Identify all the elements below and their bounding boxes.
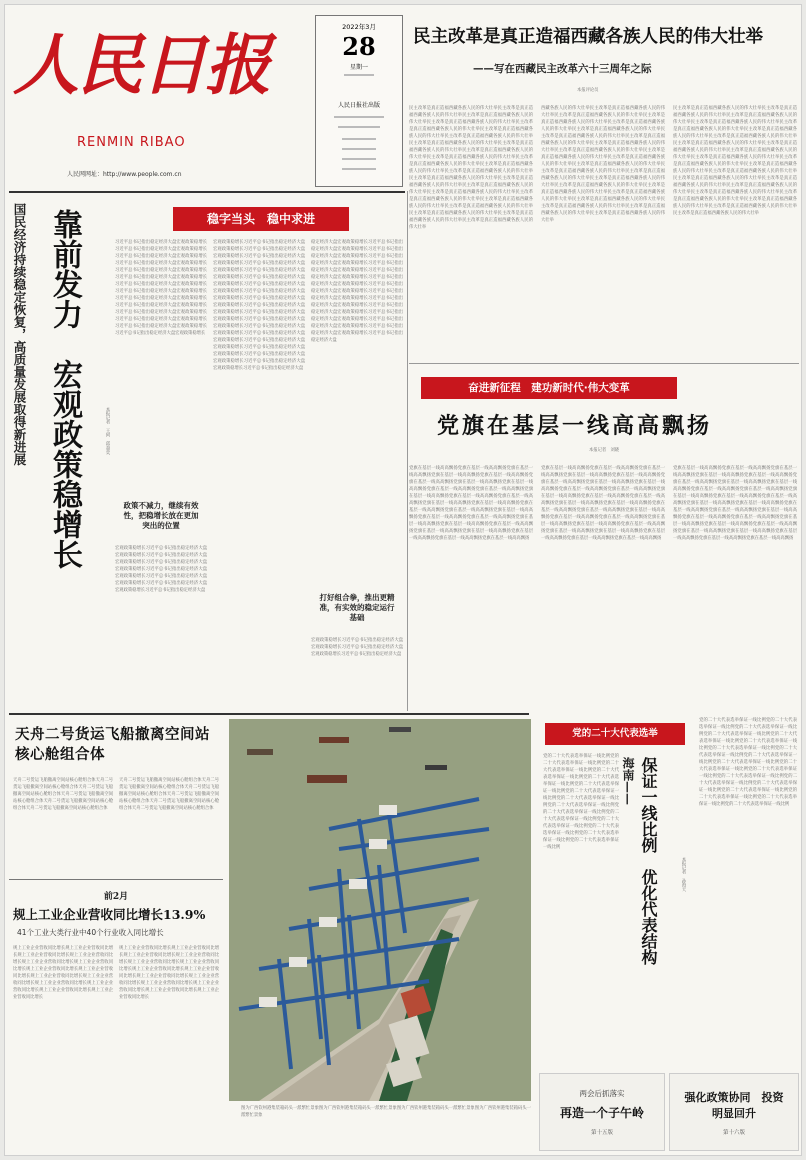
economy-banner: 稳字当头 稳中求进 bbox=[173, 207, 349, 231]
tianzhou-story bbox=[9, 721, 223, 877]
economy-col-3b: 宏观政策稳增长习近平总书记指出稳定经济大盘宏观政策稳增长习近平总书记指出稳定经济大盘宏观政策稳增长习近平总书记指出稳定经济大盘 bbox=[311, 638, 403, 657]
date-box bbox=[315, 15, 403, 187]
bottom-box-1-title: 再造一个子午岭 bbox=[559, 1106, 644, 1120]
bottom-box-1 bbox=[539, 1073, 665, 1151]
date-lunar-line bbox=[344, 74, 374, 76]
date-line-5 bbox=[342, 158, 376, 160]
economy-main-headline: 靠前发力 宏观政策稳增长 bbox=[47, 209, 82, 569]
party-flag-col-2: 党旗在基层一线高高飘扬党旗在基层一线高高飘扬党旗在基层一线高高飘扬党旗在基层一线高高飘扬党旗在基层一线高高飘扬党旗在基层一线高高飘扬党旗在基层一线高高飘扬党旗在基层一线高高飘扬党旗在基层一线高高飘扬党旗在基层一线高高飘扬党旗在基层一线高高飘扬党旗在基层一线高高飘扬党旗在基层一线高高飘扬党旗在基层一线高高飘扬党旗在基层一线高高飘扬党旗在基层一线高高飘扬党旗在基层一线高高飘扬党旗在基层一线高高飘扬党旗在基层一线高高飘扬党旗在基层一线高高飘扬党旗在基层一线高高飘扬党旗在基层一线高高飘扬党旗在基层一线高高飘扬党旗在基层一线高高飘扬党旗在基层一线高高飘扬党旗在基层一线高高飘扬党旗在基层一线高高飘扬党旗在基层一线高高飘扬 bbox=[541, 466, 665, 541]
date-line-1 bbox=[334, 116, 384, 118]
industry-kicker: 前2月 bbox=[103, 892, 129, 902]
economy-story bbox=[9, 197, 405, 709]
port-crane-illustration bbox=[229, 719, 531, 1101]
newspaper-page bbox=[4, 4, 802, 1156]
tianzhou-col-1: 天舟二号货运飞船撤离空间站核心舱组合体天舟二号货运飞船撤离空间站核心舱组合体天舟二号货运飞船撤离空间站核心舱组合体天舟二号货运飞船撤离空间站核心舱组合体天舟二号货运飞船撤离空间站核心舱组合体天舟二号货运飞船撤离空间站核心舱组合体 bbox=[13, 778, 113, 811]
top-story-subtitle: ——写在西藏民主改革六十三周年之际 bbox=[473, 63, 652, 75]
top-story-byline: 本报评论员 bbox=[577, 88, 599, 93]
congress-region: 海南—— bbox=[621, 757, 635, 805]
industry-headline: 规上工业企业营收同比增长13.9% bbox=[13, 907, 206, 922]
economy-col-2: 宏观政策稳增长习近平总书记指出稳定经济大盘宏观政策稳增长习近平总书记指出稳定经济大盘宏观政策稳增长习近平总书记指出稳定经济大盘宏观政策稳增长习近平总书记指出稳定经济大盘宏观政策稳增长习近平总书记指出稳定经济大盘宏观政策稳增长习近平总书记指出稳定经济大盘宏观政策稳增长习近平总书记指出稳定经济大盘宏观政策稳增长习近平总书记指出稳定经济大盘宏观政策稳增长习近平总书记指出稳定经济大盘宏观政策稳增长习近平总书记指出稳定经济大盘宏观政策稳增长习近平总书记指出稳定经济大盘宏观政策稳增长习近平总书记指出稳定经济大盘宏观政策稳增长习近平总书记指出稳定经济大盘宏观政策稳增长习近平总书记指出稳定经济大盘宏观政策稳增长习近平总书记指出稳定经济大盘宏观政策稳增长习近平总书记指出稳定经济大盘宏观政策稳增长习近平总书记指出稳定经济大盘宏观政策稳增长习近平总书记指出稳定经济大盘宏观政策稳增长习近平总书记指出稳定经济大盘 bbox=[213, 240, 305, 371]
economy-byline: 本报记者 王珂 邱超奕 bbox=[105, 407, 110, 455]
bottom-box-2-page: 第十六版 bbox=[722, 1130, 745, 1136]
date-line-3 bbox=[342, 138, 376, 140]
party-flag-byline: 本报记者 刘晓 bbox=[589, 448, 620, 453]
top-story-col-3: 民主改革是真正造福西藏各族人民的伟大壮举民主改革是真正造福西藏各族人民的伟大壮举民主改革是真正造福西藏各族人民的伟大壮举民主改革是真正造福西藏各族人民的伟大壮举民主改革是真正造福西藏各族人民的伟大壮举民主改革是真正造福西藏各族人民的伟大壮举民主改革是真正造福西藏各族人民的伟大壮举民主改革是真正造福西藏各族人民的伟大壮举民主改革是真正造福西藏各族人民的伟大壮举民主改革是真正造福西藏各族人民的伟大壮举民主改革是真正造福西藏各族人民的伟大壮举民主改革是真正造福西藏各族人民的伟大壮举民主改革是真正造福西藏各族人民的伟大壮举民主改革是真正造福西藏各族人民的伟大壮举民主改革是真正造福西藏各族人民的伟大壮举民主改革是真正造福西藏各族人民的伟大壮举民主改革是真正造福西藏各族人民的伟大壮举民主改革是真正造福西藏各族人民的伟大壮举民主改革是真正造福西藏各族人民的伟大壮举民主改革是真正造福西藏各族人民的伟大壮举民主改革是真正造福西藏各族人民的伟大壮举民主改革是真正造福西藏各族人民的伟大壮举 bbox=[673, 106, 797, 216]
date-line-2 bbox=[338, 126, 380, 128]
top-story-title: 民主改革是真正造福西藏各族人民的伟大壮举 bbox=[413, 27, 763, 47]
congress-col-2: 党的二十大代表选举保证一线比例党的二十大代表选举保证一线比例党的二十大代表选举保证一线比例党的二十大代表选举保证一线比例党的二十大代表选举保证一线比例党的二十大代表选举保证一线比例党的二十大代表选举保证一线比例党的二十大代表选举保证一线比例党的二十大代表选举保证一线比例党的二十大代表选举保证一线比例党的二十大代表选举保证一线比例党的二十大代表选举保证一线比例党的二十大代表选举保证一线比例党的二十大代表选举保证一线比例党的二十大代表选举保证一线比例党的二十大代表选举保证一线比例党的二十大代表选举保证一线比例党的二十大代表选举保证一线比例党的二十大代表选举保证一线比例 bbox=[699, 718, 797, 807]
party-flag-banner: 奋进新征程 建功新时代·伟大变革 bbox=[421, 377, 677, 399]
port-photo bbox=[229, 719, 531, 1101]
date-publisher: 人民日报社出版 bbox=[337, 102, 380, 109]
tianzhou-col-2: 天舟二号货运飞船撤离空间站核心舱组合体天舟二号货运飞船撤离空间站核心舱组合体天舟二号货运飞船撤离空间站核心舱组合体天舟二号货运飞船撤离空间站核心舱组合体天舟二号货运飞船撤离空间站核心舱组合体天舟二号货运飞船撤离空间站核心舱组合体 bbox=[119, 778, 219, 811]
tianzhou-headline: 天舟二号货运飞船撤离空间站核心舱组合体 bbox=[15, 726, 210, 763]
congress-banner: 党的二十大代表选举 bbox=[545, 723, 685, 745]
masthead bbox=[9, 7, 309, 189]
congress-byline: 本报记者 孙海天 bbox=[681, 857, 686, 892]
date-weekday: 星期一 bbox=[349, 64, 368, 71]
economy-col-3: 稳定经济大盘宏观政策稳增长习近平总书记指出稳定经济大盘宏观政策稳增长习近平总书记指出稳定经济大盘宏观政策稳增长习近平总书记指出稳定经济大盘宏观政策稳增长习近平总书记指出稳定经济大盘宏观政策稳增长习近平总书记指出稳定经济大盘宏观政策稳增长习近平总书记指出稳定经济大盘宏观政策稳增长习近平总书记指出稳定经济大盘宏观政策稳增长习近平总书记指出稳定经济大盘宏观政策稳增长习近平总书记指出稳定经济大盘宏观政策稳增长习近平总书记指出稳定经济大盘宏观政策稳增长习近平总书记指出稳定经济大盘宏观政策稳增长习近平总书记指出稳定经济大盘宏观政策稳增长习近平总书记指出稳定经济大盘宏观政策稳增长习近平总书记指出稳定经济大盘 bbox=[311, 240, 403, 343]
rule-under-top-story bbox=[409, 363, 799, 364]
congress-col-1: 党的二十大代表选举保证一线比例党的二十大代表选举保证一线比例党的二十大代表选举保证一线比例党的二十大代表选举保证一线比例党的二十大代表选举保证一线比例党的二十大代表选举保证一线比例党的二十大代表选举保证一线比例党的二十大代表选举保证一线比例党的二十大代表选举保证一线比例党的二十大代表选举保证一线比例党的二十大代表选举保证一线比例党的二十大代表选举保证一线比例党的二十大代表选举保证一线比例党的二十大代表选举保证一线比例党的二十大代表选举保证一线比例 bbox=[543, 754, 619, 850]
rule-under-masthead bbox=[9, 191, 405, 193]
party-flag-story bbox=[409, 369, 799, 709]
industry-subhead: 41个工业大类行业中40个行业收入同比增长 bbox=[17, 928, 164, 937]
date-day: 28 bbox=[342, 32, 376, 61]
date-line-6 bbox=[342, 168, 376, 170]
boat-3 bbox=[389, 727, 411, 732]
economy-side-headline: 国民经济持续稳定恢复，高质量发展取得新进展 bbox=[12, 203, 27, 466]
boat-4 bbox=[307, 775, 347, 783]
rule-under-tianzhou bbox=[9, 879, 223, 880]
industry-col-1: 规上工业企业营收同比增长规上工业企业营收同比增长规上工业企业营收同比增长规上工业企业营收同比增长规上工业企业营收同比增长规上工业企业营收同比增长规上工业企业营收同比增长规上工业企业营收同比增长规上工业企业营收同比增长规上工业企业营收同比增长规上工业企业营收同比增长规上工业企业营收同比增长规上工业企业营收同比增长规上工业企业营收同比增长 bbox=[13, 946, 113, 1000]
masthead-title: 人民日报 bbox=[13, 26, 269, 104]
bottom-box-1-kicker: 两会后抓落实 bbox=[579, 1089, 625, 1098]
boat-2 bbox=[319, 737, 349, 743]
top-story-col-2: 西藏各族人民的伟大壮举民主改革是真正造福西藏各族人民的伟大壮举民主改革是真正造福西藏各族人民的伟大壮举民主改革是真正造福西藏各族人民的伟大壮举民主改革是真正造福西藏各族人民的伟大壮举民主改革是真正造福西藏各族人民的伟大壮举民主改革是真正造福西藏各族人民的伟大壮举民主改革是真正造福西藏各族人民的伟大壮举民主改革是真正造福西藏各族人民的伟大壮举民主改革是真正造福西藏各族人民的伟大壮举民主改革是真正造福西藏各族人民的伟大壮举民主改革是真正造福西藏各族人民的伟大壮举民主改革是真正造福西藏各族人民的伟大壮举民主改革是真正造福西藏各族人民的伟大壮举民主改革是真正造福西藏各族人民的伟大壮举民主改革是真正造福西藏各族人民的伟大壮举民主改革是真正造福西藏各族人民的伟大壮举民主改革是真正造福西藏各族人民的伟大壮举民主改革是真正造福西藏各族人民的伟大壮举民主改革是真正造福西藏各族人民的伟大壮举民主改革是真正造福西藏各族人民的伟大壮举民主改革是真正造福西藏各族人民的伟大壮举民主改革是真正造福西藏各族人民的伟大壮举 bbox=[541, 106, 665, 223]
masthead-website: 人民网网址：http://www.people.com.cn bbox=[67, 171, 182, 178]
top-story bbox=[409, 13, 799, 359]
photo-caption: 图为广西钦州港集装箱码头一派繁忙景象图为广西钦州港集装箱码头一派繁忙景象图为广西钦州港集装箱码头一派繁忙景象图为广西钦州港集装箱码头一派繁忙景象 bbox=[241, 1106, 531, 1118]
boat-1 bbox=[247, 749, 273, 755]
date-year-month: 2022年3月 bbox=[342, 23, 376, 31]
industry-col-2: 规上工业企业营收同比增长规上工业企业营收同比增长规上工业企业营收同比增长规上工业企业营收同比增长规上工业企业营收同比增长规上工业企业营收同比增长规上工业企业营收同比增长规上工业企业营收同比增长规上工业企业营收同比增长规上工业企业营收同比增长规上工业企业营收同比增长规上工业企业营收同比增长规上工业企业营收同比增长规上工业企业营收同比增长 bbox=[119, 946, 219, 1000]
party-flag-col-1: 党旗在基层一线高高飘扬党旗在基层一线高高飘扬党旗在基层一线高高飘扬党旗在基层一线高高飘扬党旗在基层一线高高飘扬党旗在基层一线高高飘扬党旗在基层一线高高飘扬党旗在基层一线高高飘扬党旗在基层一线高高飘扬党旗在基层一线高高飘扬党旗在基层一线高高飘扬党旗在基层一线高高飘扬党旗在基层一线高高飘扬党旗在基层一线高高飘扬党旗在基层一线高高飘扬党旗在基层一线高高飘扬党旗在基层一线高高飘扬党旗在基层一线高高飘扬党旗在基层一线高高飘扬党旗在基层一线高高飘扬党旗在基层一线高高飘扬党旗在基层一线高高飘扬党旗在基层一线高高飘扬党旗在基层一线高高飘扬党旗在基层一线高高飘扬党旗在基层一线高高飘扬党旗在基层一线高高飘扬党旗在基层一线高高飘扬 bbox=[409, 466, 533, 541]
economy-col-1: 习近平总书记指出稳定经济大盘宏观政策稳增长习近平总书记指出稳定经济大盘宏观政策稳增长习近平总书记指出稳定经济大盘宏观政策稳增长习近平总书记指出稳定经济大盘宏观政策稳增长习近平总书记指出稳定经济大盘宏观政策稳增长习近平总书记指出稳定经济大盘宏观政策稳增长习近平总书记指出稳定经济大盘宏观政策稳增长习近平总书记指出稳定经济大盘宏观政策稳增长习近平总书记指出稳定经济大盘宏观政策稳增长习近平总书记指出稳定经济大盘宏观政策稳增长习近平总书记指出稳定经济大盘宏观政策稳增长习近平总书记指出稳定经济大盘宏观政策稳增长习近平总书记指出稳定经济大盘宏观政策稳增长习近平总书记指出稳定经济大盘宏观政策稳增长 bbox=[115, 240, 207, 336]
rule-under-economy bbox=[9, 713, 529, 715]
congress-story bbox=[535, 717, 801, 1069]
congress-headline: 保证一线比例 优化代表结构 bbox=[639, 757, 658, 965]
bottom-box-2-title: 强化政策协同 投资明显回升 bbox=[684, 1091, 784, 1120]
bottom-box-2 bbox=[669, 1073, 799, 1151]
divider-center bbox=[407, 191, 408, 711]
party-flag-col-3: 党旗在基层一线高高飘扬党旗在基层一线高高飘扬党旗在基层一线高高飘扬党旗在基层一线高高飘扬党旗在基层一线高高飘扬党旗在基层一线高高飘扬党旗在基层一线高高飘扬党旗在基层一线高高飘扬党旗在基层一线高高飘扬党旗在基层一线高高飘扬党旗在基层一线高高飘扬党旗在基层一线高高飘扬党旗在基层一线高高飘扬党旗在基层一线高高飘扬党旗在基层一线高高飘扬党旗在基层一线高高飘扬党旗在基层一线高高飘扬党旗在基层一线高高飘扬党旗在基层一线高高飘扬党旗在基层一线高高飘扬党旗在基层一线高高飘扬党旗在基层一线高高飘扬党旗在基层一线高高飘扬党旗在基层一线高高飘扬党旗在基层一线高高飘扬党旗在基层一线高高飘扬党旗在基层一线高高飘扬党旗在基层一线高高飘扬 bbox=[673, 466, 797, 541]
masthead-pinyin: RENMIN RIBAO bbox=[77, 135, 186, 150]
bottom-box-1-page: 第十五版 bbox=[590, 1130, 613, 1136]
party-flag-headline: 党旗在基层一线高高飘扬 bbox=[437, 413, 713, 439]
date-line-4 bbox=[342, 148, 376, 150]
boat-5 bbox=[425, 765, 447, 770]
economy-subhead-2: 打好组合拳，推出更精准，有实效的稳定运行基础 bbox=[319, 593, 395, 622]
top-story-col-1: 民主改革是真正造福西藏各族人民的伟大壮举民主改革是真正造福西藏各族人民的伟大壮举民主改革是真正造福西藏各族人民的伟大壮举民主改革是真正造福西藏各族人民的伟大壮举民主改革是真正造福西藏各族人民的伟大壮举民主改革是真正造福西藏各族人民的伟大壮举民主改革是真正造福西藏各族人民的伟大壮举民主改革是真正造福西藏各族人民的伟大壮举民主改革是真正造福西藏各族人民的伟大壮举民主改革是真正造福西藏各族人民的伟大壮举民主改革是真正造福西藏各族人民的伟大壮举民主改革是真正造福西藏各族人民的伟大壮举民主改革是真正造福西藏各族人民的伟大壮举民主改革是真正造福西藏各族人民的伟大壮举民主改革是真正造福西藏各族人民的伟大壮举民主改革是真正造福西藏各族人民的伟大壮举民主改革是真正造福西藏各族人民的伟大壮举民主改革是真正造福西藏各族人民的伟大壮举民主改革是真正造福西藏各族人民的伟大壮举民主改革是真正造福西藏各族人民的伟大壮举民主改革是真正造福西藏各族人民的伟大壮举民主改革是真正造福西藏各族人民的伟大壮举民主改革是真正造福西藏各族人民的伟大壮举民主改革是真正造福西藏各族人民的伟大壮举 bbox=[409, 106, 533, 230]
economy-col-1b: 宏观政策稳增长习近平总书记指出稳定经济大盘宏观政策稳增长习近平总书记指出稳定经济大盘宏观政策稳增长习近平总书记指出稳定经济大盘宏观政策稳增长习近平总书记指出稳定经济大盘宏观政策稳增长习近平总书记指出稳定经济大盘宏观政策稳增长习近平总书记指出稳定经济大盘宏观政策稳增长习近平总书记指出稳定经济大盘 bbox=[115, 546, 207, 593]
industry-story bbox=[9, 883, 223, 1155]
economy-subhead-1: 政策不减力，继续有效性，把稳增长放在更加突出的位置 bbox=[123, 501, 199, 530]
